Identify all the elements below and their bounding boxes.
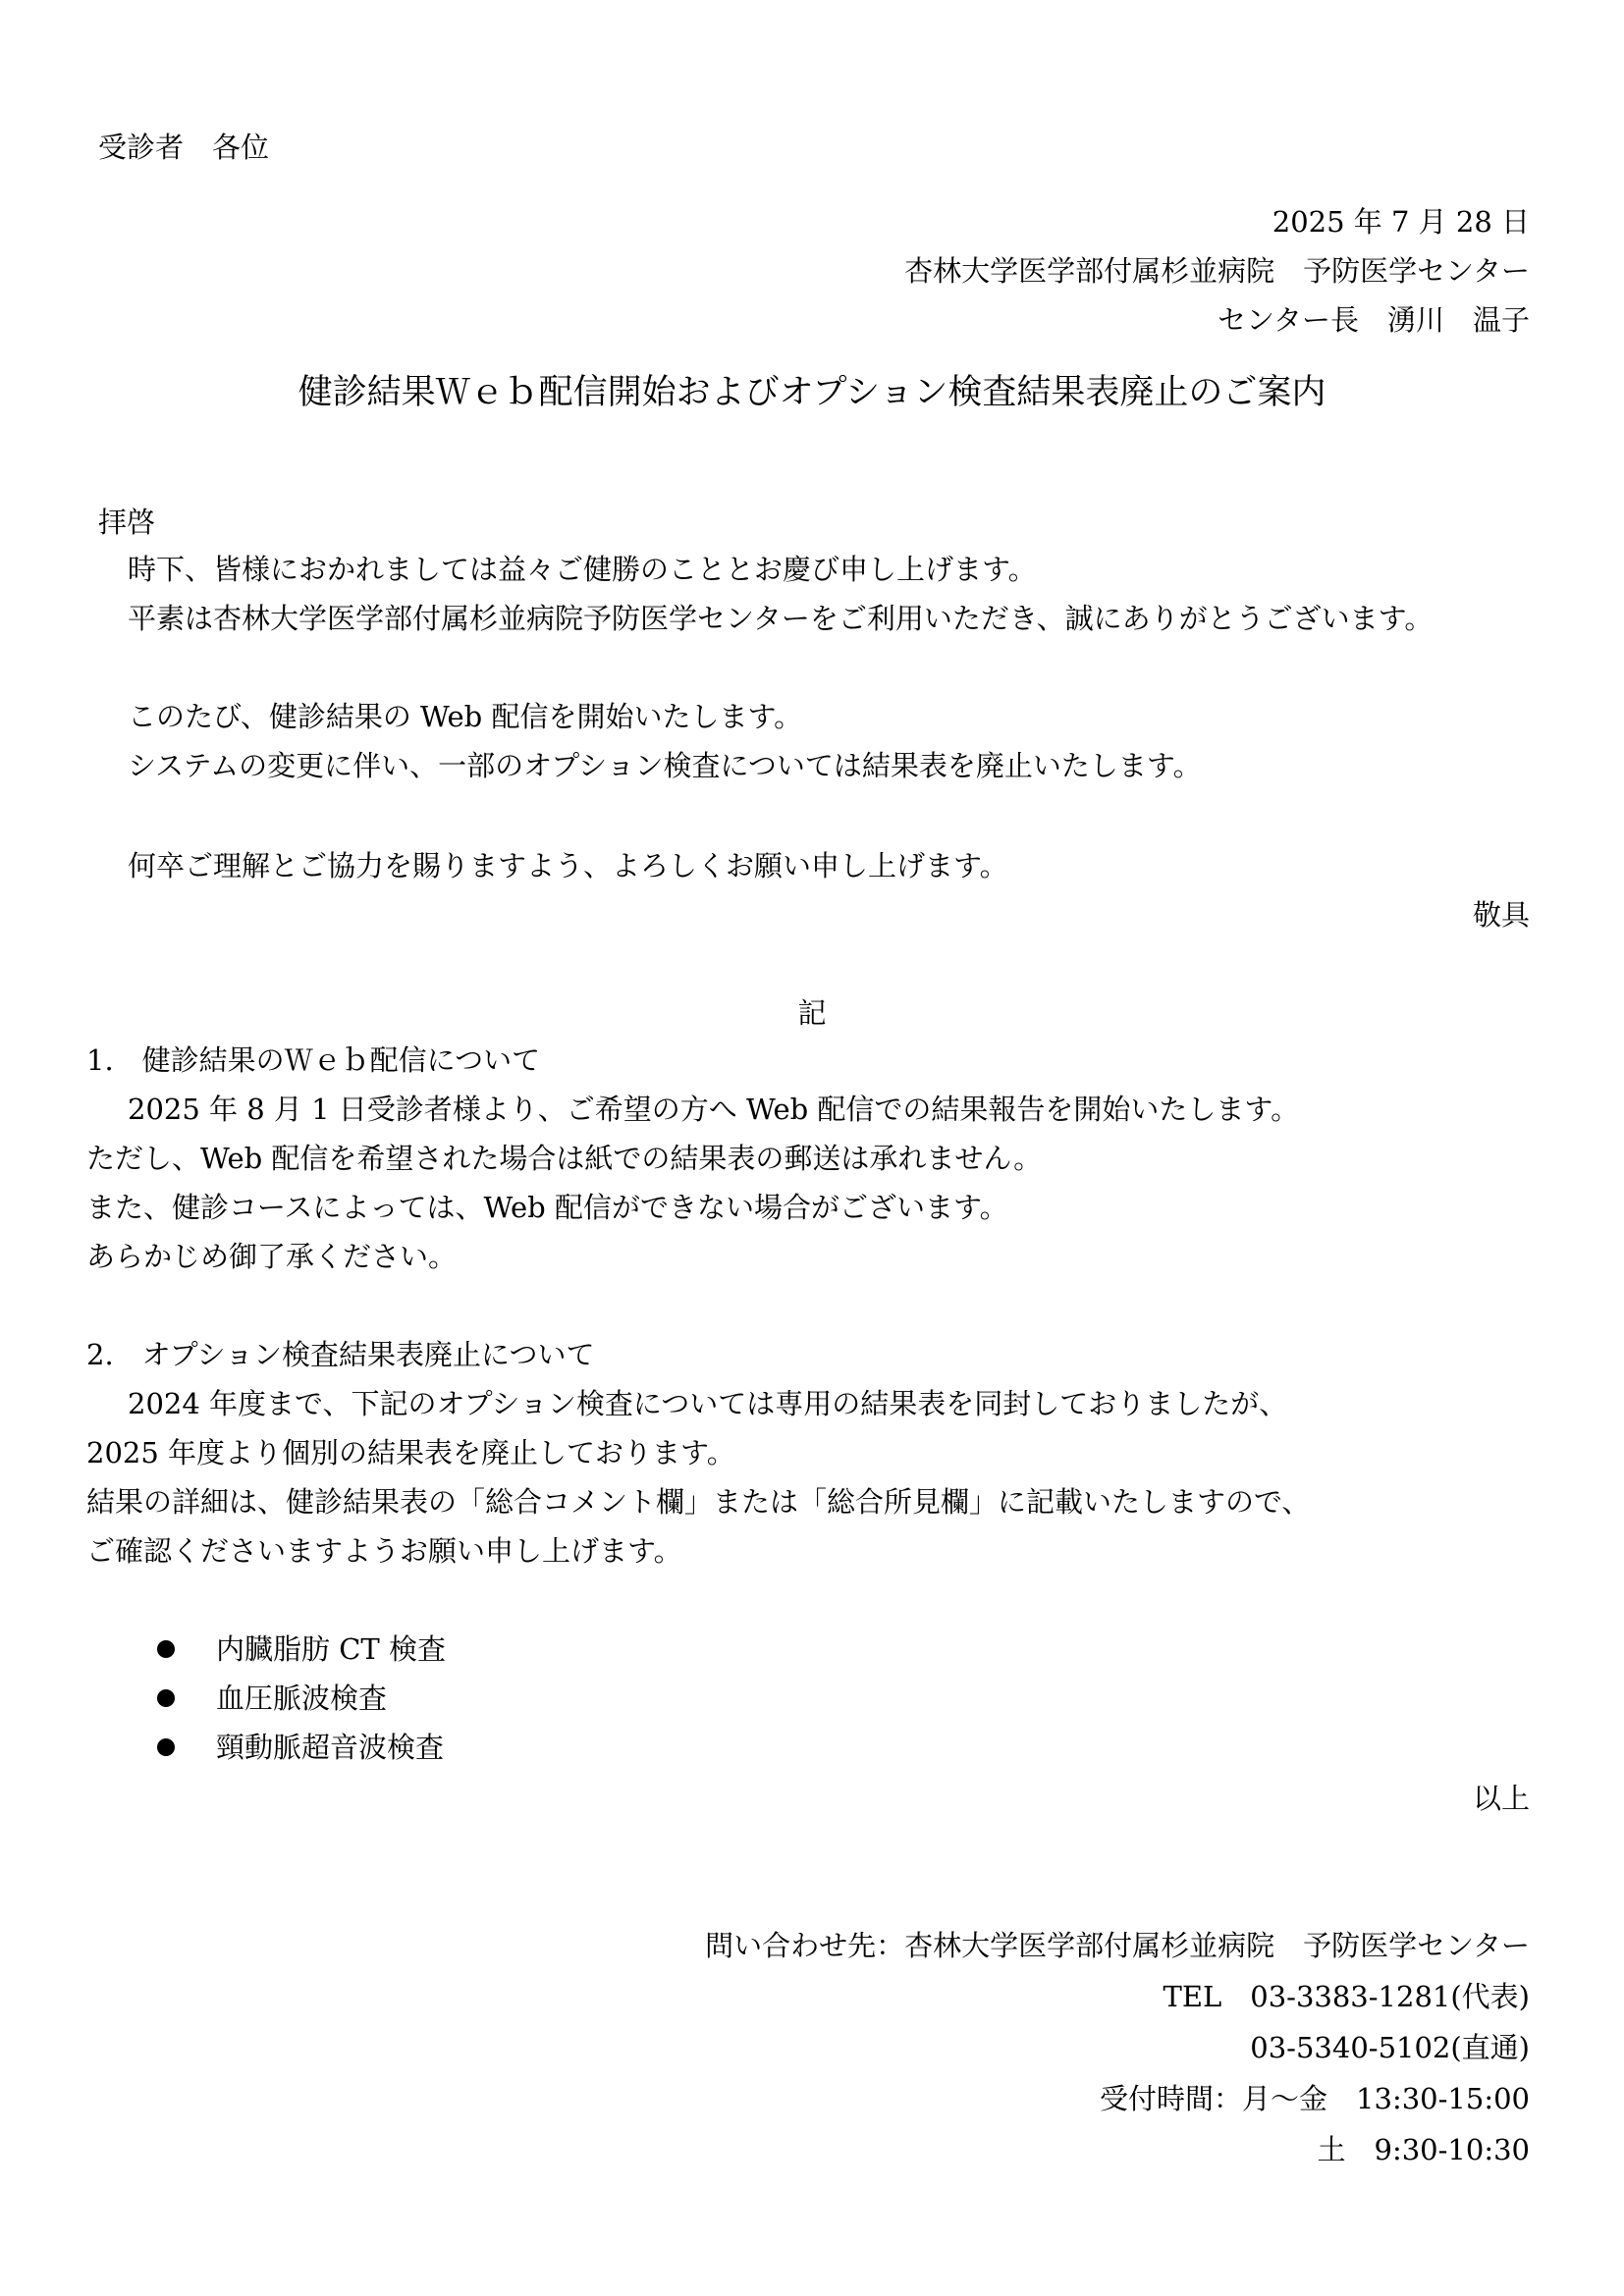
document-date: 2025 年 7 月 28 日 — [1272, 205, 1530, 239]
announcement-line: このたび、健診結果の Web 配信を開始いたします。 — [128, 700, 803, 733]
contact-label: 問い合わせ先：杏林大学医学部付属杉並病院 予防医学センター — [705, 1929, 1530, 1962]
section-2-line: ご確認くださいますようお願い申し上げます。 — [86, 1534, 682, 1568]
ki-marker: 記 — [797, 996, 827, 1030]
exam-list-item — [157, 1681, 387, 1716]
greeting-line: 平素は杏林大学医学部付属杉並病院予防医学センターをご利用いただき、誠にありがとうございます。 — [128, 602, 1434, 635]
section-2-line: 2024 年度まで、下記のオプション検査については専用の結果表を同封しておりましたが、 — [128, 1387, 1288, 1420]
request-line: 何卒ご理解とご協力を賜りますよう、よろしくお願い申し上げます。 — [128, 849, 1008, 882]
exam-name: 頸動脈超音波検査 — [216, 1731, 445, 1764]
section-1-heading: 1. 健診結果のＷｅｂ配信について — [86, 1043, 541, 1077]
section-1-line: あらかじめ御了承ください。 — [86, 1240, 458, 1273]
section-1-line: ただし、Web 配信を希望された場合は紙での結果表の郵送は承れません。 — [86, 1142, 1043, 1175]
contact-tel-direct: 03-5340-5102(直通) — [1250, 2031, 1530, 2064]
announcement-line: システムの変更に伴い、一部のオプション検査については結果表を廃止いたします。 — [128, 749, 1202, 782]
section-2-heading: 2. オプション検査結果表廃止について — [86, 1338, 595, 1371]
sender-name: センター長 湧川 温子 — [1218, 303, 1530, 337]
section-1-line: また、健診コースによっては、Web 配信ができない場合がございます。 — [86, 1191, 1008, 1224]
contact-tel-main: TEL 03-3383-1281(代表) — [1163, 1980, 1530, 2013]
greeting-opening: 拝啓 — [98, 506, 156, 539]
exam-name: 内臓脂肪 CT 検査 — [216, 1632, 446, 1666]
sender-organization: 杏林大学医学部付属杉並病院 予防医学センター — [904, 254, 1530, 288]
contact-hours-weekday: 受付時間：月～金 13:30-15:00 — [1100, 2082, 1530, 2115]
section-2-line: 結果の詳細は、健診結果表の「総合コメント欄」または「総合所見欄」に記載いたしますので、 — [86, 1485, 1311, 1519]
closing-keigu: 敬具 — [1472, 898, 1530, 932]
bullet-icon — [157, 1689, 175, 1707]
section-2-line: 2025 年度より個別の結果表を廃止しております。 — [86, 1436, 735, 1469]
addressee: 受診者 各位 — [98, 131, 270, 164]
document-title: 健診結果Ｗｅｂ配信開始およびオプション検査結果表廃止のご案内 — [298, 373, 1326, 412]
end-mark: 以上 — [1472, 1782, 1530, 1815]
exam-list-item — [157, 1730, 444, 1765]
section-1-line: 2025 年 8 月 1 日受診者様より、ご希望の方へ Web 配信での結果報告を開始いたします。 — [128, 1093, 1300, 1126]
bullet-icon — [157, 1640, 175, 1658]
greeting-line: 時下、皆様におかれましては益々ご健勝のこととお慶び申し上げます。 — [128, 553, 1037, 586]
bullet-icon — [157, 1738, 175, 1756]
exam-list-item — [157, 1631, 446, 1667]
exam-name: 血圧脈波検査 — [216, 1682, 388, 1715]
contact-hours-saturday: 土 9:30-10:30 — [1317, 2133, 1530, 2166]
